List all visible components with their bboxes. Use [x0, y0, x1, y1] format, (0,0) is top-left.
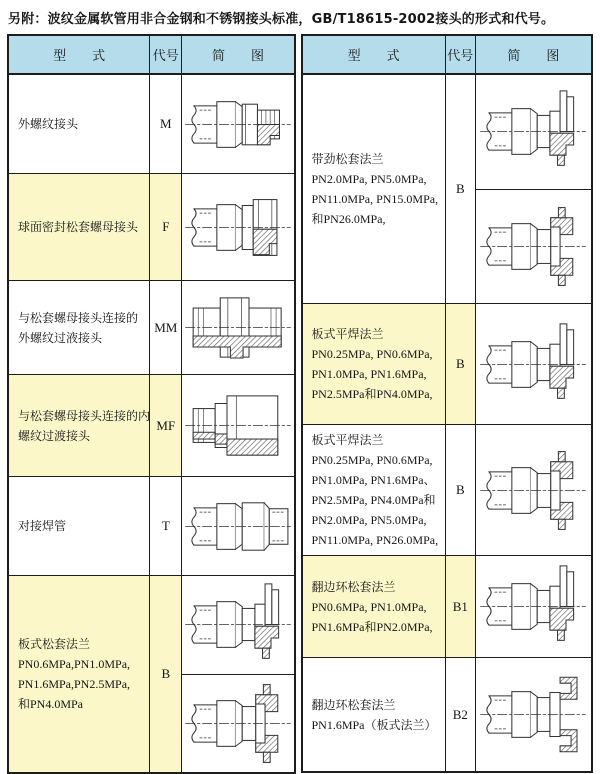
- fitting-type-line: 带劲松套法兰: [311, 152, 384, 166]
- fitting-code-cell: B1: [445, 556, 475, 658]
- fitting-diagram-cell: [475, 304, 592, 425]
- fitting-diagram-cell: [475, 425, 592, 556]
- plate-flange-front-icon: [476, 75, 591, 189]
- fitting-diagram-cell: [475, 74, 592, 304]
- fitting-diagram-cell: [182, 74, 295, 174]
- butt-weld-pipe-icon: [182, 477, 293, 575]
- fitting-type-line: 翻边环松套法兰: [311, 697, 396, 712]
- male-female-adapter-icon: [182, 375, 293, 476]
- fitting-type-cell: [8, 576, 150, 774]
- fitting-type-cell: [8, 281, 150, 375]
- plate-flange-section-icon: [476, 425, 591, 555]
- fitting-row: [8, 74, 295, 174]
- fitting-type-line: PN2.5MPa和PN4.0MPa,: [311, 387, 433, 401]
- header-row: [8, 35, 295, 74]
- fitting-type-line: PN2.0MPa, PN5.0MPa,: [311, 513, 427, 527]
- fitting-type-cell: [8, 375, 150, 477]
- fitting-type-line: PN11.0MPa, PN15.0MPa,: [311, 192, 439, 206]
- diagram-stack: [476, 304, 591, 424]
- fitting-type-line: PN1.0MPa, PN1.6MPa,: [311, 367, 427, 381]
- grooved-flange-section-icon: [476, 658, 591, 771]
- fitting-type-line: 和PN26.0MPa,: [311, 212, 386, 226]
- fitting-type-cell: [302, 74, 446, 304]
- diagram-stack: [476, 556, 591, 657]
- fitting-type-line: 球面密封松套螺母接头: [18, 220, 139, 234]
- fitting-code-cell: B: [150, 576, 182, 774]
- fitting-row: [8, 281, 295, 375]
- fitting-code-cell: T: [150, 477, 182, 576]
- fitting-type-line: PN1.6MPa（板式法兰）: [311, 717, 437, 732]
- fitting-diagram-cell: [182, 375, 295, 477]
- fitting-diagram-cell: [182, 477, 295, 576]
- diagram-stack: [476, 658, 591, 771]
- fitting-type-cell: [302, 556, 446, 658]
- diagram-stack: [182, 281, 293, 374]
- double-male-adapter-icon: [182, 281, 293, 374]
- diagram-stack: [182, 375, 293, 476]
- fitting-type-cell: [302, 425, 446, 556]
- plate-flange-front-icon: [476, 304, 591, 424]
- fitting-type-line: PN11.0MPa, PN26.0MPa,: [311, 533, 439, 547]
- fitting-type-line: 与松套螺母接头连接的: [18, 310, 139, 325]
- fitting-type-line: PN2.5MPa, PN4.0MPa和: [311, 493, 436, 507]
- fitting-type-line: 翻边环松套法兰: [311, 579, 396, 594]
- fitting-type-line: 板式平焊法兰: [311, 433, 384, 447]
- fitting-code-cell: F: [150, 174, 182, 281]
- fitting-type-line: PN0.6MPa, PN1.0MPa,: [311, 599, 427, 614]
- fitting-type-cell: [302, 658, 446, 773]
- column-header-code: 代号: [445, 35, 475, 74]
- plate-flange-section-icon: [476, 189, 591, 304]
- fitting-diagram-cell: [182, 576, 295, 774]
- column-header-diagram: 简 图: [182, 35, 295, 74]
- fitting-diagram-cell: [182, 174, 295, 281]
- page-title: 另附：波纹金属软管用非合金钢和不锈钢接头标准，GB/T18615-2002接头的形式和代号。: [8, 12, 555, 27]
- fitting-code-cell: B2: [445, 658, 475, 773]
- fitting-type-line: 对接焊管: [18, 519, 67, 533]
- fitting-diagram-cell: [475, 658, 592, 773]
- fitting-type-line: PN1.6MPa,PN2.5MPa,: [18, 677, 131, 691]
- header-row: [302, 35, 593, 74]
- diagram-stack: [182, 75, 293, 173]
- fitting-type-line: PN1.6MPa和PN2.0MPa,: [311, 619, 433, 634]
- plate-flange-front-icon: [476, 556, 591, 657]
- diagram-stack: [476, 425, 591, 555]
- diagram-stack: [182, 174, 293, 280]
- fitting-type-line: 外螺纹接头: [18, 117, 79, 131]
- fitting-row: [8, 174, 295, 281]
- fitting-type-cell: [8, 74, 150, 174]
- fitting-row: [302, 658, 593, 773]
- fitting-type-cell: [8, 477, 150, 576]
- fitting-code-cell: M: [150, 74, 182, 174]
- fitting-type-line: 螺纹过渡接头: [18, 428, 91, 443]
- fitting-row: [302, 425, 593, 556]
- plate-flange-section-icon: [182, 674, 293, 773]
- fitting-row: [8, 576, 295, 774]
- column-header-code: 代号: [150, 35, 182, 74]
- loose-nut-fitting-icon: [182, 174, 293, 280]
- fitting-code-cell: B: [445, 425, 475, 556]
- fitting-type-line: 与松套螺母接头连接的内: [18, 408, 151, 423]
- fitting-type-cell: [302, 304, 446, 425]
- fitting-type-line: 板式松套法兰: [18, 637, 91, 651]
- column-header-diagram: 简 图: [475, 35, 592, 74]
- fitting-code-cell: B: [445, 74, 475, 304]
- diagram-stack: [182, 477, 293, 575]
- fitting-table-left: [7, 34, 296, 774]
- fitting-code-cell: MF: [150, 375, 182, 477]
- fitting-type-line: PN2.0MPa, PN5.0MPa,: [311, 172, 427, 186]
- fitting-type-line: PN1.0MPa, PN1.6MPa、: [311, 473, 436, 487]
- fitting-type-line: 板式平焊法兰: [311, 327, 384, 341]
- fitting-diagram-cell: [182, 281, 295, 375]
- fitting-row: [302, 556, 593, 658]
- fitting-row: [302, 74, 593, 304]
- fitting-row: [8, 477, 295, 576]
- fitting-type-line: PN0.6MPa,PN1.0MPa,: [18, 657, 131, 671]
- fitting-row: [8, 375, 295, 477]
- plate-flange-front-icon: [182, 576, 293, 674]
- fitting-type-line: PN0.25MPa, PN0.6MPa,: [311, 347, 433, 361]
- column-header-type: 型 式: [302, 35, 446, 74]
- column-header-type: 型 式: [8, 35, 150, 74]
- diagram-stack: [182, 576, 293, 772]
- fitting-type-line: 和PN4.0MPa: [18, 697, 84, 711]
- fitting-type-line: 外螺纹过液接头: [18, 330, 103, 345]
- fitting-table-right: [301, 34, 594, 773]
- fitting-row: [302, 304, 593, 425]
- fitting-type-cell: [8, 174, 150, 281]
- male-thread-fitting-icon: [182, 75, 293, 173]
- fitting-diagram-cell: [475, 556, 592, 658]
- fitting-code-cell: B: [445, 304, 475, 425]
- fitting-code-cell: MM: [150, 281, 182, 375]
- fitting-type-line: PN0.25MPa, PN0.6MPa,: [311, 453, 433, 467]
- fitting-tables: [0, 34, 600, 774]
- diagram-stack: [476, 75, 591, 303]
